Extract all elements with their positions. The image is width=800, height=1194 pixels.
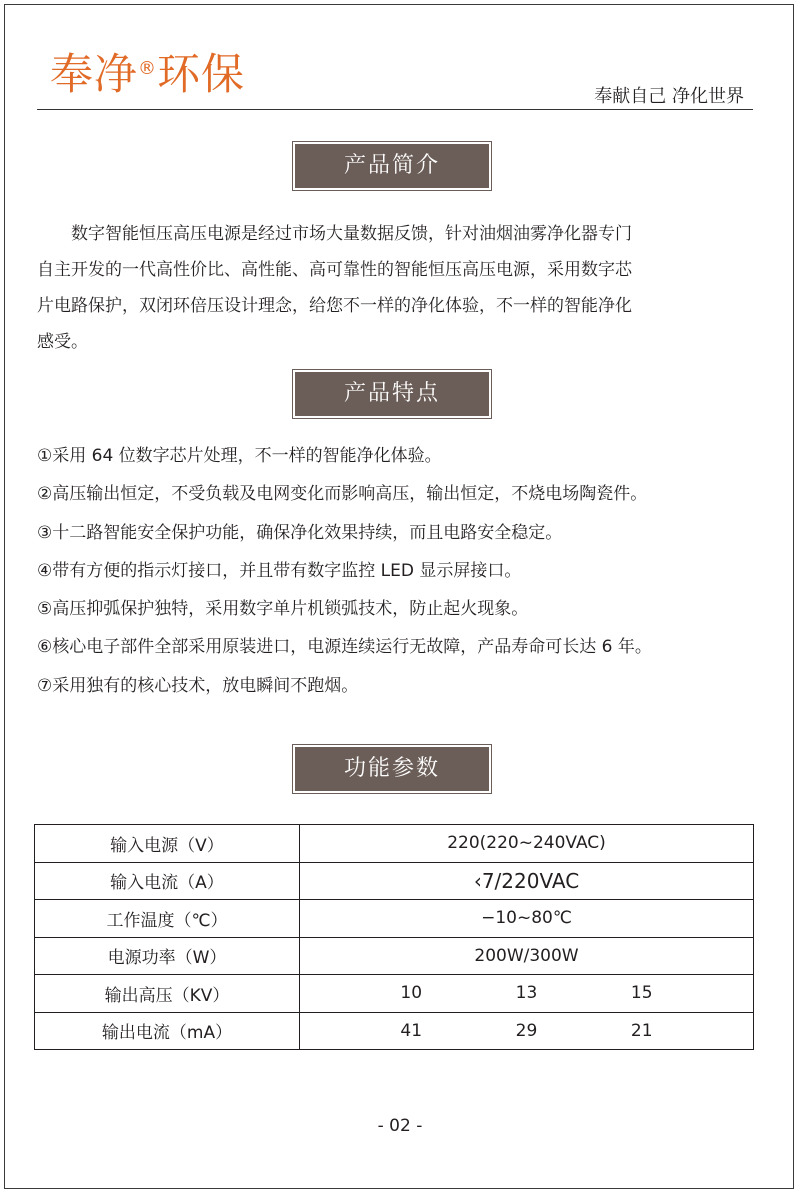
feature-item: ②高压输出恒定，不受负载及电网变化而影响高压，输出恒定，不烧电场陶瓷件。 <box>37 484 648 505</box>
param-label: 工作温度（℃） <box>35 900 300 938</box>
intro-line: 感受。 <box>37 332 88 352</box>
table-row <box>35 975 754 1013</box>
param-label: 输出高压（KV） <box>35 975 300 1013</box>
slogan: 奉献自己 净化世界 <box>594 86 744 107</box>
registered-mark: ® <box>138 58 157 79</box>
param-label: 输出电流（mA） <box>35 1012 300 1050</box>
param-label: 输入电流（A） <box>35 862 300 900</box>
table-row <box>35 1012 754 1050</box>
param-value: ‹7/220VAC <box>300 862 754 900</box>
params-table <box>34 824 754 1050</box>
intro-paragraph <box>37 216 753 360</box>
brand-logo: 奉净®环保 <box>50 50 245 100</box>
intro-line: 片电路保护，双闭环倍压设计理念，给您不一样的净化体验，不一样的智能净化 <box>37 296 632 316</box>
param-label: 输入电源（V） <box>35 825 300 863</box>
param-value: 10 13 15 <box>300 975 754 1013</box>
header-divider <box>37 109 753 110</box>
table-row <box>35 937 754 975</box>
section-title-intro: 产品简介 <box>295 144 489 188</box>
param-value: 200W/300W <box>300 937 754 975</box>
param-value: −10~80℃ <box>300 900 754 938</box>
intro-line: 自主开发的一代高性价比、高性能、高可靠性的智能恒压高压电源，采用数字芯 <box>37 260 632 280</box>
feature-item: ⑤高压抑弧保护独特，采用数字单片机锁弧技术，防止起火现象。 <box>37 599 529 620</box>
param-label: 电源功率（W） <box>35 937 300 975</box>
intro-line: 数字智能恒压高压电源是经过市场大量数据反馈，针对油烟油雾净化器专门 <box>71 224 632 244</box>
param-value: 220(220~240VAC) <box>300 825 754 863</box>
feature-item: ⑥核心电子部件全部采用原装进口，电源连续运行无故障，产品寿命可长达 6 年。 <box>37 637 652 658</box>
table-row <box>35 862 754 900</box>
section-title-features: 产品特点 <box>295 372 489 416</box>
feature-item: ①采用 64 位数字芯片处理，不一样的智能净化体验。 <box>37 446 442 466</box>
table-row <box>35 825 754 863</box>
feature-item: ⑦采用独有的核心技术，放电瞬间不跑烟。 <box>37 675 359 696</box>
feature-list <box>37 437 777 705</box>
feature-item: ③十二路智能安全保护功能，确保净化效果持续，而且电路安全稳定。 <box>37 522 563 543</box>
table-row <box>35 900 754 938</box>
section-title-params: 功能参数 <box>295 747 489 791</box>
page-number: - 02 - <box>377 1116 423 1136</box>
feature-item: ④带有方便的指示灯接口，并且带有数字监控 LED 显示屏接口。 <box>37 560 522 581</box>
param-value: 41 29 21 <box>300 1012 754 1050</box>
